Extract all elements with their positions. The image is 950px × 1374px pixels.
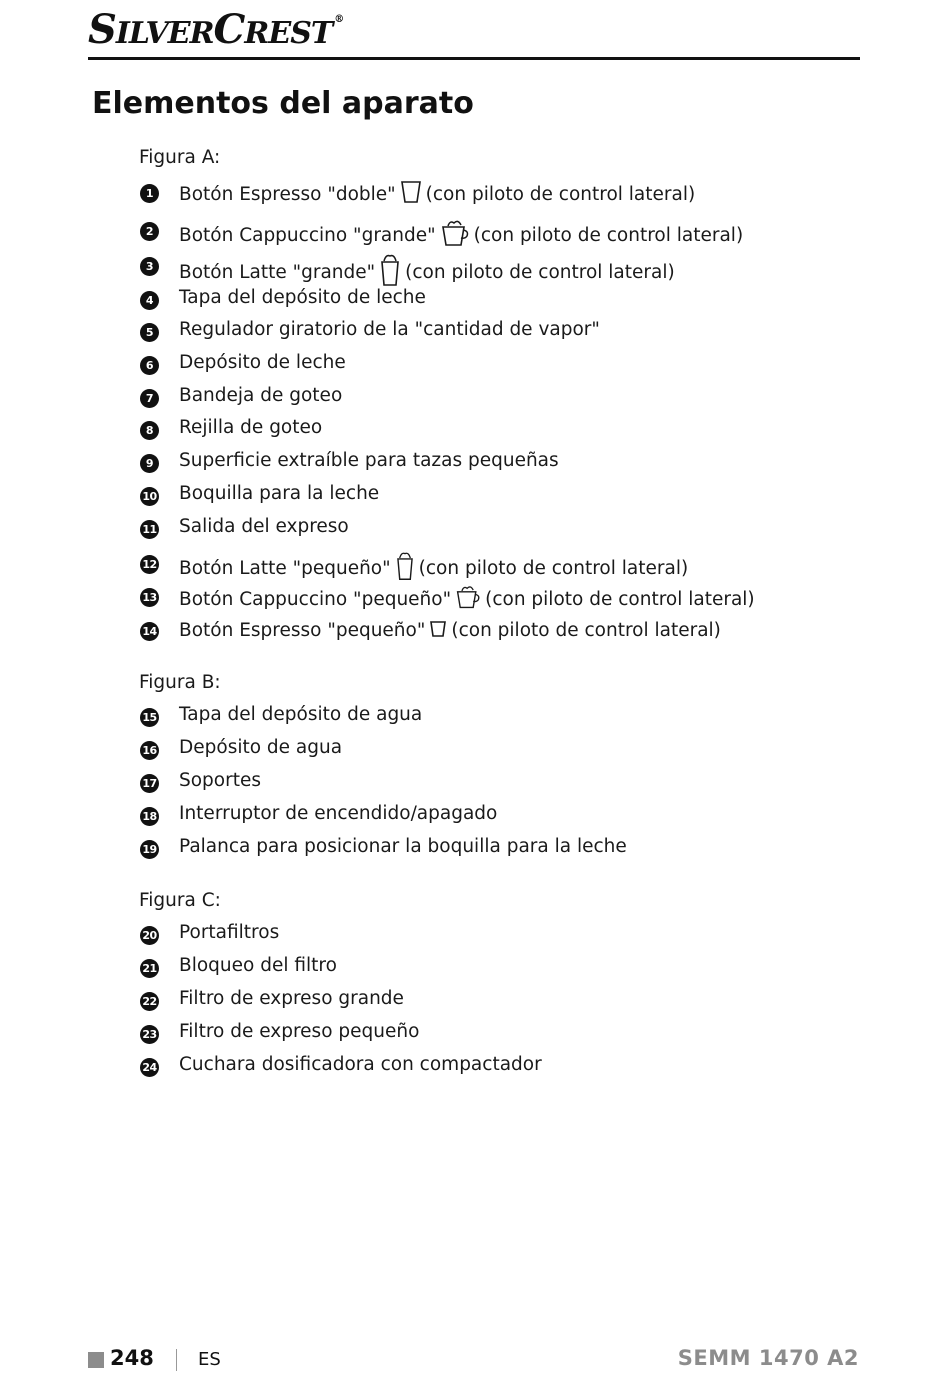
item-label [179, 385, 342, 406]
item-label-suffix: (con piloto de control lateral) [418, 558, 689, 579]
item-label-text: Filtro de expreso pequeño [179, 1021, 420, 1042]
item-label-text: Boquilla para la leche [179, 483, 380, 504]
item-number-badge: 15 [140, 708, 159, 727]
brand-text-ilver: ILVER [115, 16, 214, 51]
item-label-text: Salida del expreso [179, 516, 349, 537]
item-number-badge: 6 [140, 356, 159, 375]
item-label-suffix: (con piloto de control lateral) [473, 225, 744, 246]
cappuccino-cup-small-icon [455, 584, 481, 615]
item-number-badge: 20 [140, 926, 159, 945]
item-label [179, 737, 342, 758]
item-label [179, 988, 404, 1009]
item-label-text: Botón Latte "pequeño" [179, 558, 391, 579]
item-number-badge: 23 [140, 1025, 159, 1044]
item-number-badge: 10 [140, 487, 159, 506]
item-label [179, 770, 261, 791]
brand-letter-c: C [213, 6, 245, 53]
item-number-badge: 22 [140, 992, 159, 1011]
item-label [179, 584, 755, 615]
item-label-text: Soportes [179, 770, 262, 791]
model-number: SEMM 1470 A2 [677, 1346, 859, 1370]
item-label-suffix: (con piloto de control lateral) [451, 620, 721, 641]
item-label-text: Botón Espresso "doble" [179, 184, 396, 205]
brand-letter-s: S [88, 6, 116, 53]
item-label-text: Depósito de agua [179, 737, 343, 758]
item-label [179, 417, 322, 438]
item-label-text: Filtro de expreso grande [179, 988, 404, 1009]
item-number-badge: 12 [140, 555, 159, 574]
item-label-text: Tapa del depósito de agua [179, 704, 423, 725]
item-label [179, 955, 337, 976]
item-label-text: Depósito de leche [179, 352, 346, 373]
item-label [179, 180, 695, 209]
item-label [179, 803, 497, 824]
item-label [179, 483, 379, 504]
item-label-text: Cuchara dosificadora con compactador [179, 1054, 542, 1075]
item-number-badge: 13 [140, 588, 159, 607]
item-label-suffix: (con piloto de control lateral) [405, 262, 675, 283]
item-label [179, 1021, 419, 1042]
item-label-text: Tapa del depósito de leche [179, 287, 426, 308]
item-label-text: Superficie extraíble para tazas pequeñas [179, 450, 559, 471]
header-rule [88, 57, 860, 60]
item-label-text: Botón Latte "grande" [179, 262, 376, 283]
espresso-cup-small-icon [429, 618, 447, 643]
item-label [179, 922, 279, 943]
language-code: ES [198, 1349, 221, 1370]
item-label [179, 352, 346, 373]
item-label-suffix: (con piloto de control lateral) [425, 184, 696, 205]
item-label-text: Interruptor de encendido/apagado [179, 803, 498, 824]
item-label-suffix: (con piloto de control lateral) [485, 589, 755, 610]
item-number-badge: 8 [140, 421, 159, 440]
item-label [179, 319, 600, 340]
item-label-text: Portafiltros [179, 922, 280, 943]
item-label [179, 516, 349, 537]
footer-separator [176, 1349, 177, 1371]
item-label [179, 618, 721, 643]
item-label-text: Bandeja de goteo [179, 385, 343, 406]
brand-text-rest: REST [244, 16, 333, 51]
cappuccino-cup-icon [440, 218, 470, 253]
item-number-badge: 4 [140, 291, 159, 310]
item-number-badge: 18 [140, 807, 159, 826]
item-label-text: Palanca para posicionar la boquilla para la leche [179, 836, 627, 857]
item-number-badge: 19 [140, 840, 159, 859]
item-number-badge: 16 [140, 741, 159, 760]
item-number-badge: 24 [140, 1058, 159, 1077]
latte-glass-small-icon [395, 551, 415, 586]
item-number-badge: 21 [140, 959, 159, 978]
brand-logo [88, 6, 344, 53]
item-label-text: Botón Espresso "pequeño" [179, 620, 426, 641]
item-label [179, 704, 422, 725]
item-number-badge: 3 [140, 257, 159, 276]
item-number-badge: 9 [140, 454, 159, 473]
item-number-badge: 14 [140, 622, 159, 641]
item-number-badge: 17 [140, 774, 159, 793]
item-label-text: Botón Cappuccino "pequeño" [179, 589, 452, 610]
item-label [179, 287, 426, 308]
item-label [179, 551, 688, 586]
footer-square [88, 1352, 104, 1368]
item-number-badge: 5 [140, 323, 159, 342]
item-label-text: Regulador giratorio de la "cantidad de vapor" [179, 319, 600, 340]
item-number-badge: 1 [140, 184, 159, 203]
page-number: 248 [110, 1346, 154, 1370]
figure-heading: Figura C: [139, 890, 221, 911]
item-label-text: Botón Cappuccino "grande" [179, 225, 436, 246]
item-label [179, 450, 559, 471]
item-number-badge: 11 [140, 520, 159, 539]
registered-mark: ® [334, 14, 344, 25]
item-number-badge: 7 [140, 389, 159, 408]
espresso-cup-icon [400, 180, 422, 209]
figure-heading: Figura A: [139, 147, 221, 168]
item-label [179, 836, 627, 857]
item-label-text: Rejilla de goteo [179, 417, 323, 438]
item-number-badge: 2 [140, 222, 159, 241]
item-label [179, 218, 743, 253]
item-label [179, 1054, 542, 1075]
figure-heading: Figura B: [139, 672, 221, 693]
item-label-text: Bloqueo del filtro [179, 955, 337, 976]
page-title: Elementos del aparato [92, 86, 474, 121]
